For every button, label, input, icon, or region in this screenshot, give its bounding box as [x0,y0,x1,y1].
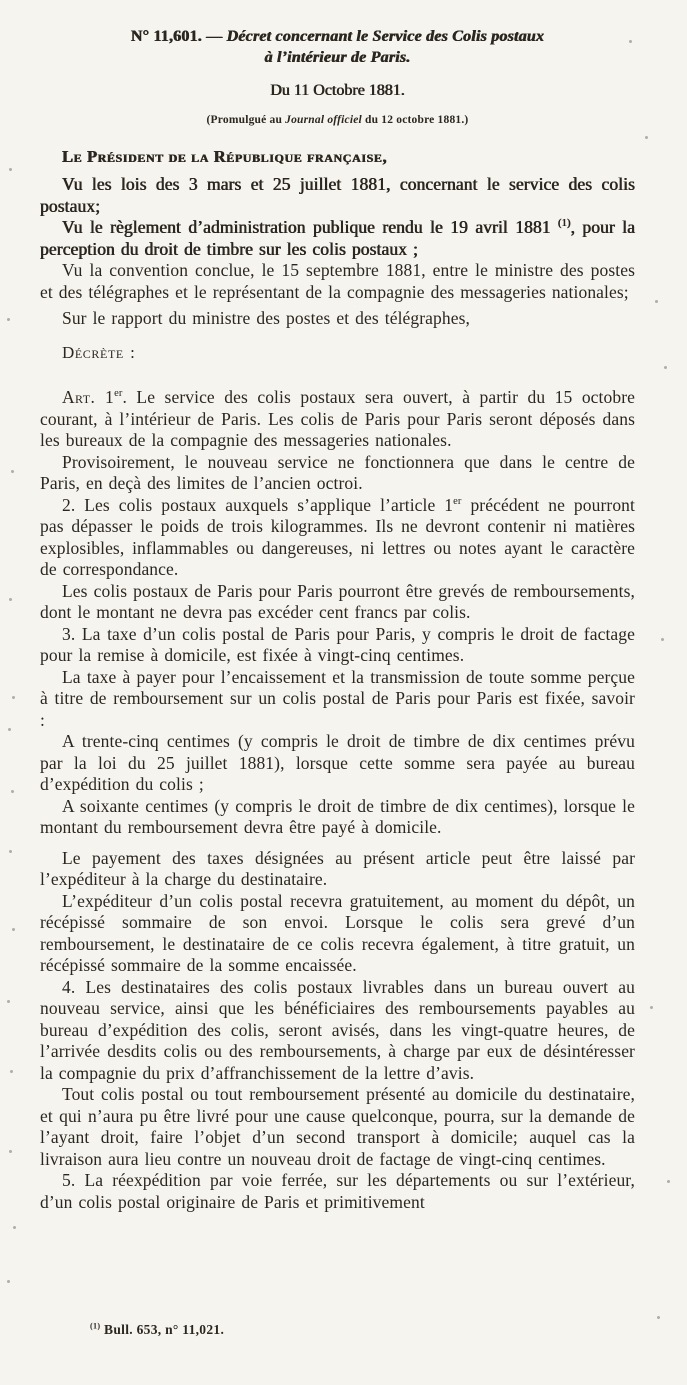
article-3-paragraph-2: La taxe à payer pour l’encaissement et la transmission de toute somme perçue à titre de remboursement sur un colis postal de Paris pour Paris est fixée, savoir : [40,666,635,730]
salutation-line: Le Président de la République française, [62,147,388,166]
preamble-vu-1: Vu les lois des 3 mars et 25 juillet 1881, concernant le service des colis postaux; [40,174,635,216]
promulgation-pre: (Promulgué au [206,114,286,126]
footnote [90,1322,224,1338]
article-3-payment-clause: Le payement des taxes désignées au présent article peut être laissé par l’expéditeur à la charge du destinataire. [40,847,635,889]
article-2-superscript: er [453,495,462,507]
decree-date: Du 11 Octobre 1881. [270,82,405,99]
preamble-section [40,174,635,363]
article-1-superscript: er [114,388,123,400]
article-1-text: . Le service des colis postaux sera ouvert, à partir du 15 octobre courant, à l’intérieur de Paris. Les colis de Paris pour Paris seront déposés dans les bureaux de la compagnie des messageries nationales. [40,387,635,450]
promulgation-note [40,113,635,128]
preamble-vu-2 [40,217,635,260]
preamble-rapport: Sur le rapport du ministre des postes et des télégraphes, [62,308,470,328]
article-3-receipt-clause: L’expéditeur d’un colis postal recevra gratuitement, au moment du dépôt, un récépissé sommaire de son envoi. Lorsque le colis sera grevé d’un remboursement, le destinataire de ce colis recevra également, à titre gratuit, un récépissé sommaire de la somme encaissée. [40,890,635,975]
preamble-vu-2-text-after: , pour la perception du droit de timbre sur les colis postaux ; [40,217,636,259]
document-header [40,26,635,128]
articles-section [40,387,635,1213]
footnote-text: Bull. 653, n° 11,021. [104,1322,225,1337]
promulgation-post: du 12 octobre 1881.) [361,114,469,126]
article-5-paragraph: 5. La réexpédition par voie ferrée, sur les départements ou sur l’extérieur, d’un colis postal originaire de Paris et primitivement [40,1170,635,1212]
article-3-paragraph: 3. La taxe d’un colis postal de Paris pour Paris, y compris le droit de factage pour la remise à domicile, est fixée à vingt-cinq centimes. [40,623,635,665]
decree-number: N° 11,601. — [130,28,223,45]
article-1-paragraph [40,387,635,452]
article-4-paragraph: 4. Les destinataires des colis postaux livrables dans un bureau ouvert au nouveau service, ainsi que les bénéficiaires des remboursements payables au bureau d’expédition des colis, seront avisés, dans les vingt-quatre heures, de l’arrivée desdits colis ou des remboursements, à charge par eux de désintéresser la compagnie du prix d’affranchissement de la lettre d’avis. [40,976,635,1083]
article-2-paragraph-2: Les colis postaux de Paris pour Paris pourront être grevés de remboursements, dont le montant ne devra pas excéder cent francs par colis. [40,580,635,622]
footnote-reference-marker: (1) [557,218,571,230]
article-1-paragraph-2: Provisoirement, le nouveau service ne fonctionnera que dans le centre de Paris, en deçà des limites de l’ancien octroi. [40,451,635,493]
decree-title-line1 [40,26,635,47]
article-1-label: Art. 1 [62,387,115,407]
article-4-paragraph-2: Tout colis postal ou tout remboursement présenté au domicile du destinataire, et qui n’aura pu être livré pour une cause quelconque, pourra, sur la demande de l’ayant droit, faire l’objet d’un second transport à domicile; auquel cas la livraison aura lieu contre un nouveau droit de factage de vingt-cinq centimes. [40,1084,635,1169]
article-3-tariff-60c: A soixante centimes (y compris le droit de timbre de dix centimes), lorsque le montant du remboursement devra être payé à domicile. [40,795,635,837]
article-2-paragraph [40,495,635,581]
article-2-text: 2. Les colis postaux auxquels s’applique l’article 1 [62,494,454,515]
preamble-vu-3: Vu la convention conclue, le 15 septembre 1881, entre le ministre des postes et des télégraphes et le représentant de la compagnie des messageries nationales; [40,260,635,302]
decree-title-line2: à l’intérieur de Paris. [264,49,411,66]
decree-title-text: Décret concernant le Service des Colis postaux [226,28,545,45]
footnote-marker: (1) [90,1321,101,1331]
article-2-text-after: précédent ne pourront pas dépasser le poids de trois kilogrammes. Ils ne devront contenir ni matières explosibles, inflammables ou dangereuses, ni lettres ou notes ayant le caractère de correspondance. [40,494,635,579]
preamble-vu-2-text: Vu le règlement d’administration publique rendu le 19 avril 1881 [62,217,558,237]
article-3-tariff-35c: A trente-cinq centimes (y compris le droit de timbre de dix centimes prévu par la loi du 25 juillet 1881), lorsque cette somme sera payée au bureau d’expédition du colis ; [40,731,635,794]
journal-officiel-name: Journal officiel [285,114,362,126]
scan-noise-specks [9,168,12,171]
decree-word: Décrète : [62,342,136,362]
